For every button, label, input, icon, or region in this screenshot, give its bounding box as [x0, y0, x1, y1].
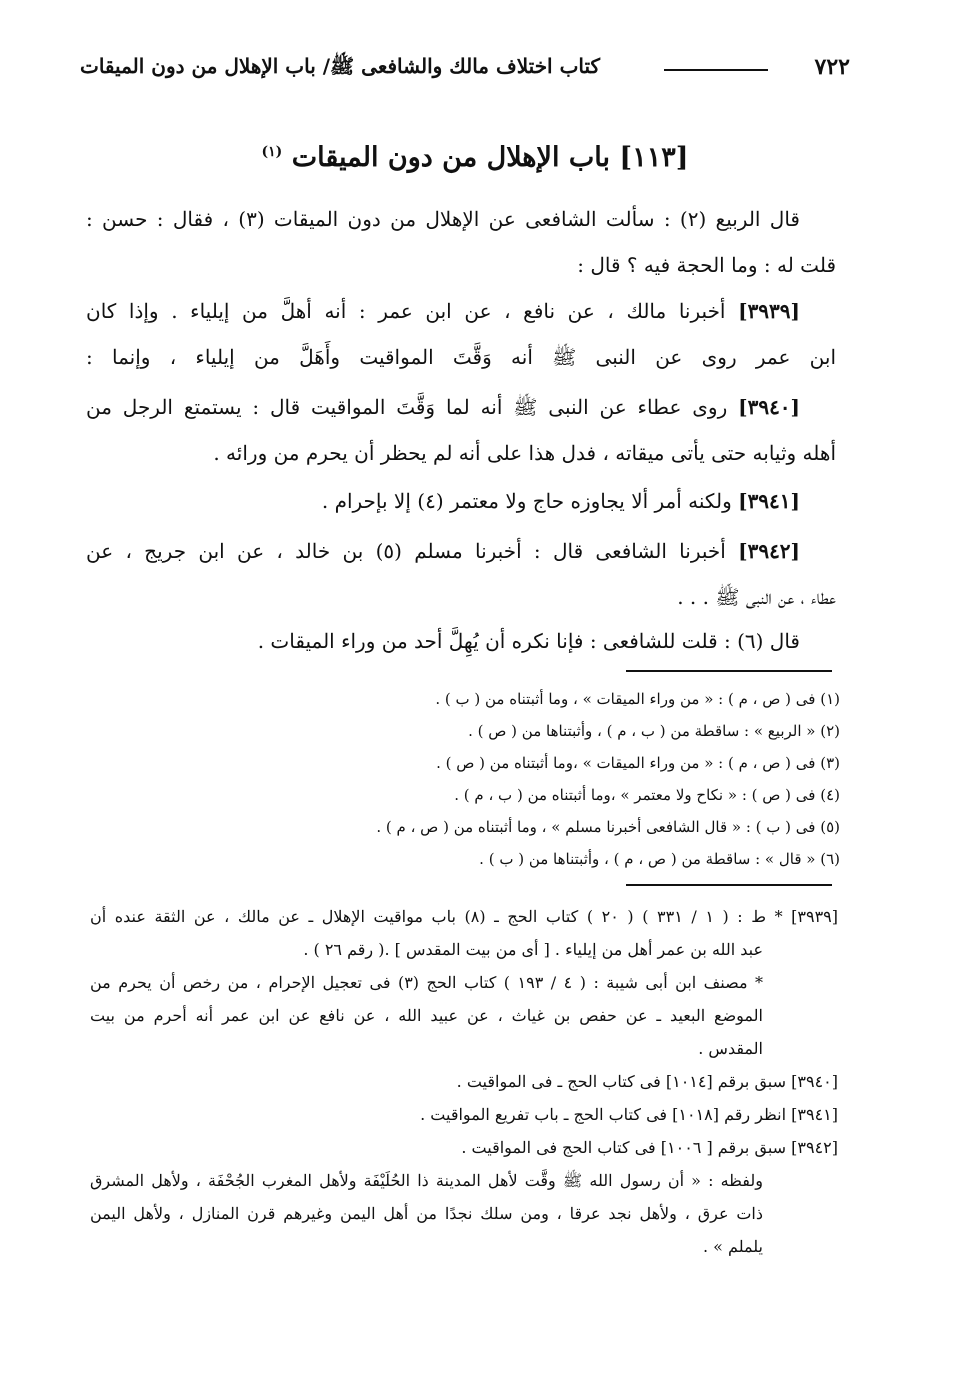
source-line: ذات عرق ، ولأهل نجد عرقا ، ومن سلك نجدًا من أهل اليمن وغيرهم قرن المنازل ، ولأهل اليمن	[90, 1204, 764, 1223]
paragraph-text: روى عطاء عن النبى ﷺ أنه لما وَقَّتَ المواقيت قال : يستمتع الرجل من	[86, 395, 728, 419]
chapter-title-text: [١١٣] باب الإهلال من دون الميقات	[291, 142, 689, 173]
hadith-number: [٣٩٤٢]	[738, 539, 801, 563]
running-title: كتاب اختلاف مالك والشافعى ﷺ/ باب الإهلال من دون الميقات	[80, 54, 601, 78]
paragraph-line: قلت له : وما الحجة فيه ؟ قال :	[577, 253, 836, 277]
paragraph-3942	[86, 528, 836, 620]
source-line: ولفظه : « أن رسول الله ﷺ وقَّت لأهل المدينة ذا الحُلَيْفَة ولأهل المغرب الجُحْفَة ، ولأهل المشرق	[90, 1171, 763, 1190]
header-rule	[664, 69, 768, 71]
paragraph-3941	[86, 478, 836, 524]
paragraph-text: أخبرنا الشافعى قال : أخبرنا مسلم (٥) بن خالد ، عن ابن جريج ، عن	[86, 539, 726, 563]
chapter-title	[80, 142, 870, 173]
page-number: ٧٢٢	[814, 54, 850, 80]
paragraph-line	[86, 288, 836, 334]
source-line: [٣٩٤١] انظر رقم [١٠١٨] فى كتاب الحج ـ باب تفريع المواقيت .	[420, 1105, 838, 1124]
paragraph-line: عطاء ، عن النبى ﷺ . . .	[677, 585, 836, 609]
paragraph-rabi-question	[86, 196, 836, 288]
hadith-number: [٣٩٤٠]	[738, 395, 801, 419]
footnote: (٣) فى ( ص ، م ) : « من وراء الميقات » ،وما أثبتناه من ( ص ) .	[436, 754, 840, 772]
paragraph-3939	[86, 288, 836, 380]
source-line: عبد الله بن عمر أهل من إيلياء . [ أى من بيت المقدس ] .( رقم ٢٦ ) .	[303, 940, 763, 959]
source-line: [٣٩٣٩] * ط : ( ١ / ٣٣١ ) ( ٢٠ ) كتاب الحج ـ (٨) باب مواقيت الإهلال ـ عن مالك ، عن الثقة عنده أن	[90, 907, 839, 926]
chapter-title-note: (١)	[261, 144, 283, 160]
paragraph-text: ولكنه أمر ألا يجاوزه حاج ولا معتمر (٤) إلا بإحرام .	[321, 489, 732, 513]
hadith-number: [٣٩٣٩]	[738, 299, 800, 323]
footnotes-separator	[626, 670, 832, 672]
paragraph-line: قال (٦) : قلت للشافعى : فإنا نكره أن يُهِلَّ أحد من وراء الميقات .	[257, 629, 800, 653]
footnote: (٦) « قال » : ساقطة من ( ص ، م ) ، وأثبتناها من ( ب ) .	[479, 850, 840, 868]
paragraph-line	[86, 528, 836, 574]
paragraph-line	[86, 478, 836, 524]
source-line: * مصنف ابن أبى شيبة : ( ٤ / ١٩٣ ) كتاب الحج (٣) فى تعجيل الإحرام ، من رخص أن يحرم من	[90, 973, 763, 992]
page-header	[80, 52, 850, 92]
footnotes	[150, 683, 840, 875]
footnote: (١) فى ( ص ، م ) : « من وراء الميقات » ، وما أثبتناه من ( ب ) .	[435, 690, 840, 708]
footnote: (٢) « الربيع » : ساقطة من ( ب ، م ) ، وأثبتناها من ( ص ) .	[468, 722, 840, 740]
paragraph-3940	[86, 384, 836, 476]
source-line: الموضع البعيد ـ عن حفص بن غياث ، عن عبيد الله ، عن نافع عن ابن عمر أنه أحرم من بيت	[90, 1006, 763, 1025]
source-line: المقدس .	[698, 1039, 763, 1058]
paragraph-line: أهله وثيابه حتى يأتى ميقاته ، فدل هذا على أنه لم يحظر أن يحرم من ورائه .	[213, 441, 836, 465]
paragraph-shafii-reply	[86, 618, 836, 664]
footnote: (٤) فى ( ص ) : « نكاح ولا معتمر » ،وما أثبتناه من ( ب ، م ) .	[454, 786, 840, 804]
hadith-number: [٣٩٤١]	[738, 489, 800, 513]
source-references	[90, 900, 838, 1263]
source-line: يلملم » .	[703, 1237, 763, 1256]
source-line: [٣٩٤٠] سبق برقم [١٠١٤] فى كتاب الحج ـ فى المواقيت .	[456, 1072, 838, 1091]
paragraph-text: أخبرنا مالك ، عن نافع ، عن ابن عمر : أنه أهلَّ من إيلياء . وإذا كان	[86, 299, 726, 323]
sources-separator	[626, 884, 832, 886]
paragraph-line: قال الربيع (٢) : سألت الشافعى عن الإهلال من دون الميقات (٣) ، فقال : حسن :	[86, 207, 800, 231]
paragraph-line: ابن عمر روى عن النبى ﷺ أنه وَقَّتَ المواقيت وأَهَلَّ من إيلياء ، وإنما :	[86, 345, 836, 369]
paragraph-line	[86, 384, 836, 430]
footnote: (٥) فى ( ب ) : « قال الشافعى أخبرنا مسلم » ، وما أثبتناه من ( ص ، م ) .	[376, 818, 840, 836]
source-line: [٣٩٤٢] سبق برقم [ ١٠٠٦] فى كتاب الحج فى المواقيت .	[461, 1138, 838, 1157]
